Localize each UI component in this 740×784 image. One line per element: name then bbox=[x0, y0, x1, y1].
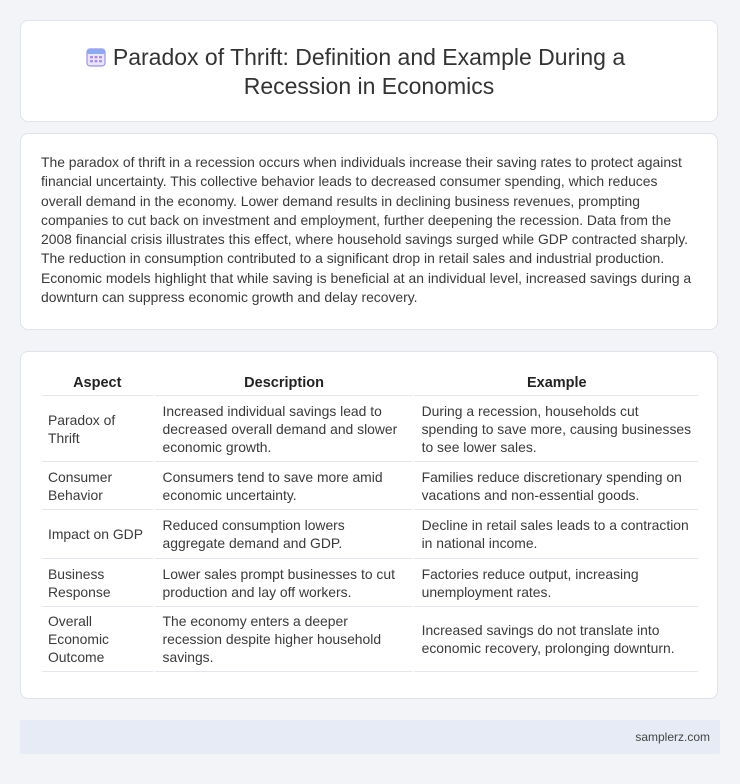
cell-description: Reduced consumption lowers aggregate demand and GDP. bbox=[153, 509, 412, 558]
table-row bbox=[42, 461, 698, 509]
header-description: Description bbox=[153, 371, 412, 395]
table-row bbox=[42, 558, 698, 606]
page-title: Paradox of Thrift: Definition and Example During a Recession in Economics bbox=[112, 44, 626, 99]
table-row bbox=[42, 509, 698, 558]
table-row bbox=[42, 606, 698, 672]
header-aspect: Aspect bbox=[73, 375, 122, 391]
comparison-table bbox=[42, 371, 698, 672]
title-card bbox=[20, 20, 718, 122]
cell-description: Consumers tend to save more amid economic uncertainty. bbox=[153, 461, 412, 509]
cell-example: Factories reduce output, increasing unemployment rates. bbox=[412, 558, 698, 606]
table-header-row bbox=[42, 371, 698, 395]
cell-aspect: Business Response bbox=[42, 558, 153, 606]
cell-aspect: Paradox of Thrift bbox=[42, 395, 153, 461]
header-example: Example bbox=[412, 371, 698, 395]
cell-aspect: Overall Economic Outcome bbox=[42, 606, 153, 672]
cell-example: During a recession, households cut spending to save more, causing businesses to see lower sales. bbox=[412, 395, 698, 461]
table-card bbox=[20, 351, 718, 699]
footer-site-link[interactable]: samplerz.com bbox=[635, 730, 710, 744]
cell-description: Increased individual savings lead to decreased overall demand and slower economic growth. bbox=[153, 395, 412, 461]
cell-description: The economy enters a deeper recession despite higher household savings. bbox=[153, 606, 412, 672]
summary-text: The paradox of thrift in a recession occurs when individuals increase their saving rates to protect against financial uncertainty. This collective behavior leads to decreased consumer spending, which reduces overall demand in the economy. Lower demand results in declining business revenues, prompting companies to cut back on investment and employment, further deepening the recession. Data from the 2008 financial crisis illustrates this effect, where household savings surged while GDP contracted sharply. The reduction in consumption contributed to a significant drop in retail sales and industrial production. Economic models highlight that while saving is beneficial at an individual level, increased savings during a downturn can suppress economic growth and delay recovery. bbox=[41, 154, 692, 306]
cell-aspect: Consumer Behavior bbox=[42, 461, 153, 509]
table-row bbox=[42, 395, 698, 461]
cell-example: Decline in retail sales leads to a contraction in national income. bbox=[412, 509, 698, 558]
cell-example: Increased savings do not translate into economic recovery, prolonging downturn. bbox=[412, 606, 698, 672]
footer-bar bbox=[20, 720, 720, 754]
cell-example: Families reduce discretionary spending on vacations and non-essential goods. bbox=[412, 461, 698, 509]
cell-description: Lower sales prompt businesses to cut production and lay off workers. bbox=[153, 558, 412, 606]
summary-card bbox=[20, 133, 718, 330]
cell-aspect: Impact on GDP bbox=[42, 509, 153, 558]
